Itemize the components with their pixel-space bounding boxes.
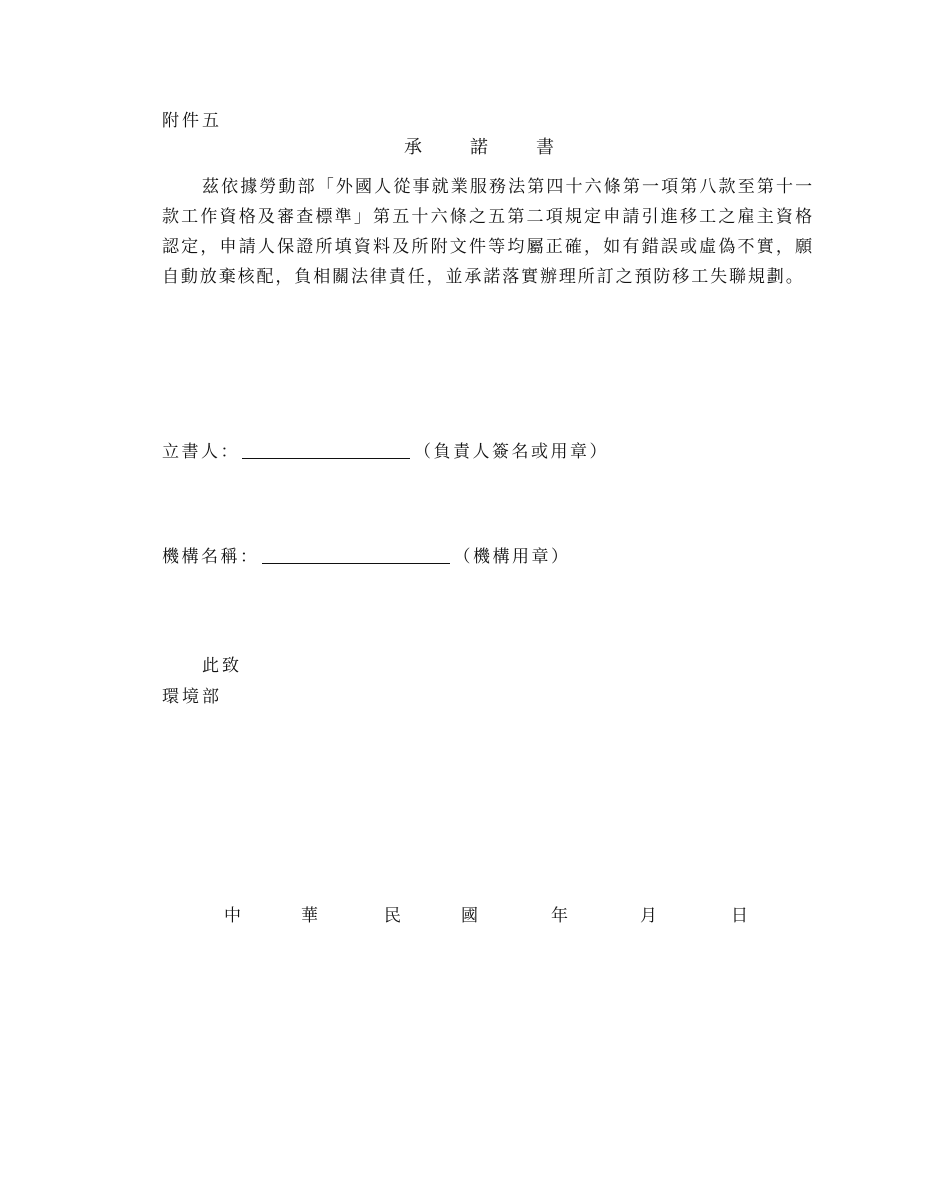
annex-label: 附件五 — [162, 111, 222, 131]
date-char: 國 — [461, 906, 478, 926]
title-char: 諾 — [470, 137, 488, 158]
date-day-char: 日 — [731, 906, 748, 926]
commitment-body: 茲依據勞動部「外國人從事就業服務法第四十六條第一項第八款至第十一款工作資格及審查標準」第五十六條之五第二項規定申請引進移工之雇主資格認定，申請人保證所填資料及所附文件等均屬正確，如有錯誤或虛偽不實，願自動放棄核配，負相關法律責任，並承諾落實辦理所訂之預防移工失聯規劃。 — [162, 177, 814, 287]
organization-name-line[interactable] — [262, 543, 450, 564]
title-char: 承 — [404, 137, 422, 158]
signer-note: （負責人簽名或用章） — [414, 442, 609, 462]
salutation: 此致 — [202, 656, 242, 676]
title-char: 書 — [536, 137, 554, 158]
signer-label: 立書人： — [162, 442, 240, 462]
date-char: 中 — [224, 906, 241, 926]
signer-row — [162, 437, 609, 462]
organization-row — [162, 542, 571, 567]
signer-signature-line[interactable] — [242, 438, 410, 459]
recipient: 環境部 — [162, 687, 222, 707]
date-year-char: 年 — [551, 906, 568, 926]
date-char: 華 — [301, 906, 318, 926]
date-month-char: 月 — [640, 906, 657, 926]
organization-note: （機構用章） — [453, 547, 571, 567]
document-title — [404, 133, 554, 159]
date-char: 民 — [384, 906, 401, 926]
organization-label: 機構名稱： — [162, 547, 260, 567]
